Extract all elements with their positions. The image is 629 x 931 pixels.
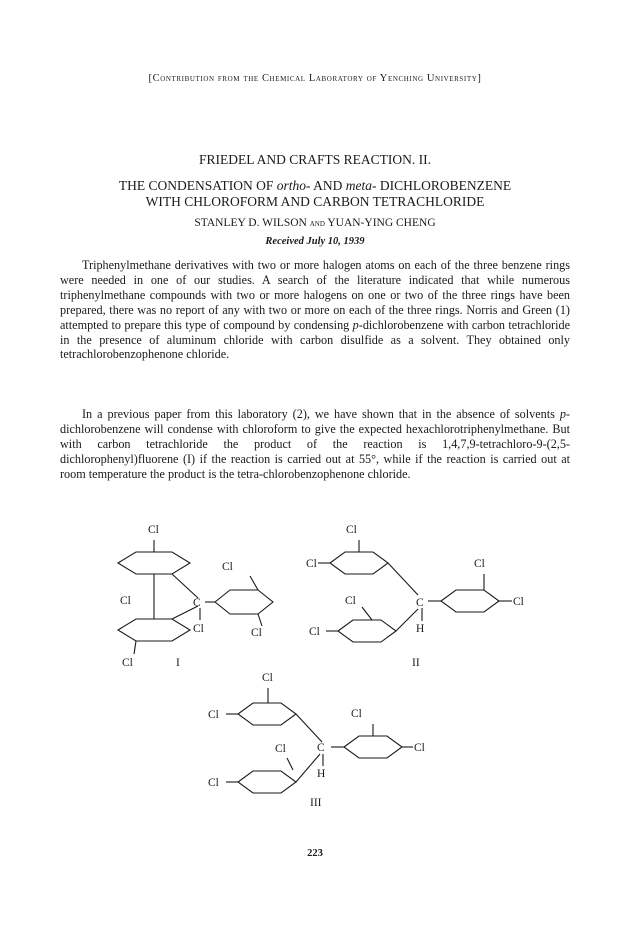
h-label: H (416, 623, 425, 635)
cl-label: Cl (474, 558, 485, 570)
h-label: H (317, 768, 326, 780)
structure-figure (0, 518, 629, 848)
paragraph-2 (60, 407, 570, 482)
title-meta: meta- (345, 178, 377, 193)
ring-III-right (344, 736, 402, 758)
paragraph-text: In a previous paper from this laboratory (2), we have shown that in the absence of solvents (82, 407, 560, 421)
cl-label: Cl (345, 595, 356, 607)
contribution-header: [Contribution from the Chemical Laboratory of Yenching University] (148, 73, 482, 84)
title-lines-2-3 (60, 178, 570, 210)
ring-II-right (441, 590, 499, 612)
para-italic-p: p (352, 317, 359, 332)
structure-diagrams (0, 518, 629, 848)
title-line-3: WITH CHLOROFORM AND CARBON TETRACHLORIDE (145, 194, 485, 209)
cl-label: Cl (193, 623, 204, 635)
title-line-1: FRIEDEL AND CRAFTS REACTION. II. (198, 152, 431, 167)
c-label: C (416, 597, 424, 609)
cl-label: Cl (122, 657, 133, 669)
cl-label: Cl (275, 743, 286, 755)
cl-label: Cl (414, 742, 425, 754)
cl-label: Cl (222, 561, 233, 573)
paragraph-text: -dichlorobenzene with carbon tetrachloride in the presence of aluminum chloride with carbon disulfide as a solvent. They obtained only tetrachlorobenzophenone chloride. (60, 317, 570, 362)
label-I: I (176, 657, 180, 669)
cl-label: Cl (309, 626, 320, 638)
structure-II (318, 540, 512, 642)
ring-II-bottom (338, 620, 396, 642)
paragraph-text: -dichlorobenzene will condense with chloroform to give the expected hexachlorotriphenylmethane. But with carbon tetrachloride the product of the reaction is 1,4,7,9-tetrachloro-9-(2,5-dichlorophenyl)fluorene (I) if the reaction is carried out at 55°, while if the reaction is carried out at room temperature the product is the tetra-chlorobenzophenone chloride. (60, 407, 570, 481)
atom-labels (120, 524, 524, 809)
ring-II-top (330, 552, 388, 574)
author-2: YUAN-YING CHENG (324, 217, 436, 229)
title-text: DICHLOROBENZENE (376, 178, 512, 193)
cl-label: Cl (262, 672, 273, 684)
label-III: III (310, 797, 322, 809)
authors (60, 217, 570, 229)
para-italic-p: p (559, 407, 566, 421)
title-ortho: ortho- (276, 178, 311, 193)
cl-label: Cl (346, 524, 357, 536)
ring-I-top (118, 552, 190, 574)
ring-III-bottom (238, 771, 296, 793)
ring-III-top (238, 703, 296, 725)
title-text: AND (310, 178, 346, 193)
cl-label: Cl (306, 558, 317, 570)
paragraph-1 (60, 258, 570, 362)
cl-label: Cl (120, 595, 131, 607)
label-II: II (412, 657, 420, 669)
page-number: 223 (307, 848, 323, 859)
ring-I-right (215, 590, 273, 614)
title-text: THE CONDENSATION OF (118, 178, 277, 193)
paragraph-text: Triphenylmethane derivatives with two or more halogen atoms on each of the three benzene rings were needed in one of our studies. A search of the literature indicated that while numerous triphenylmethane compounds with two or more halogens on one or two of the three rings have been prepared, there was no report of any with two or more on each of the three rings. Norris and Green (1) attempted to prepare this type of compound by condensing (60, 258, 570, 332)
author-1: STANLEY D. WILSON (194, 217, 310, 229)
cl-label: Cl (208, 777, 219, 789)
cl-label: Cl (351, 708, 362, 720)
c-label: C (193, 597, 201, 609)
cl-label: Cl (208, 709, 219, 721)
c-label: C (317, 742, 325, 754)
received-date: Received July 10, 1939 (265, 236, 365, 247)
cl-label: Cl (251, 627, 262, 639)
ring-I-bottom (118, 619, 190, 641)
cl-label: Cl (148, 524, 159, 536)
cl-label: Cl (513, 596, 524, 608)
authors-and: and (309, 218, 325, 229)
